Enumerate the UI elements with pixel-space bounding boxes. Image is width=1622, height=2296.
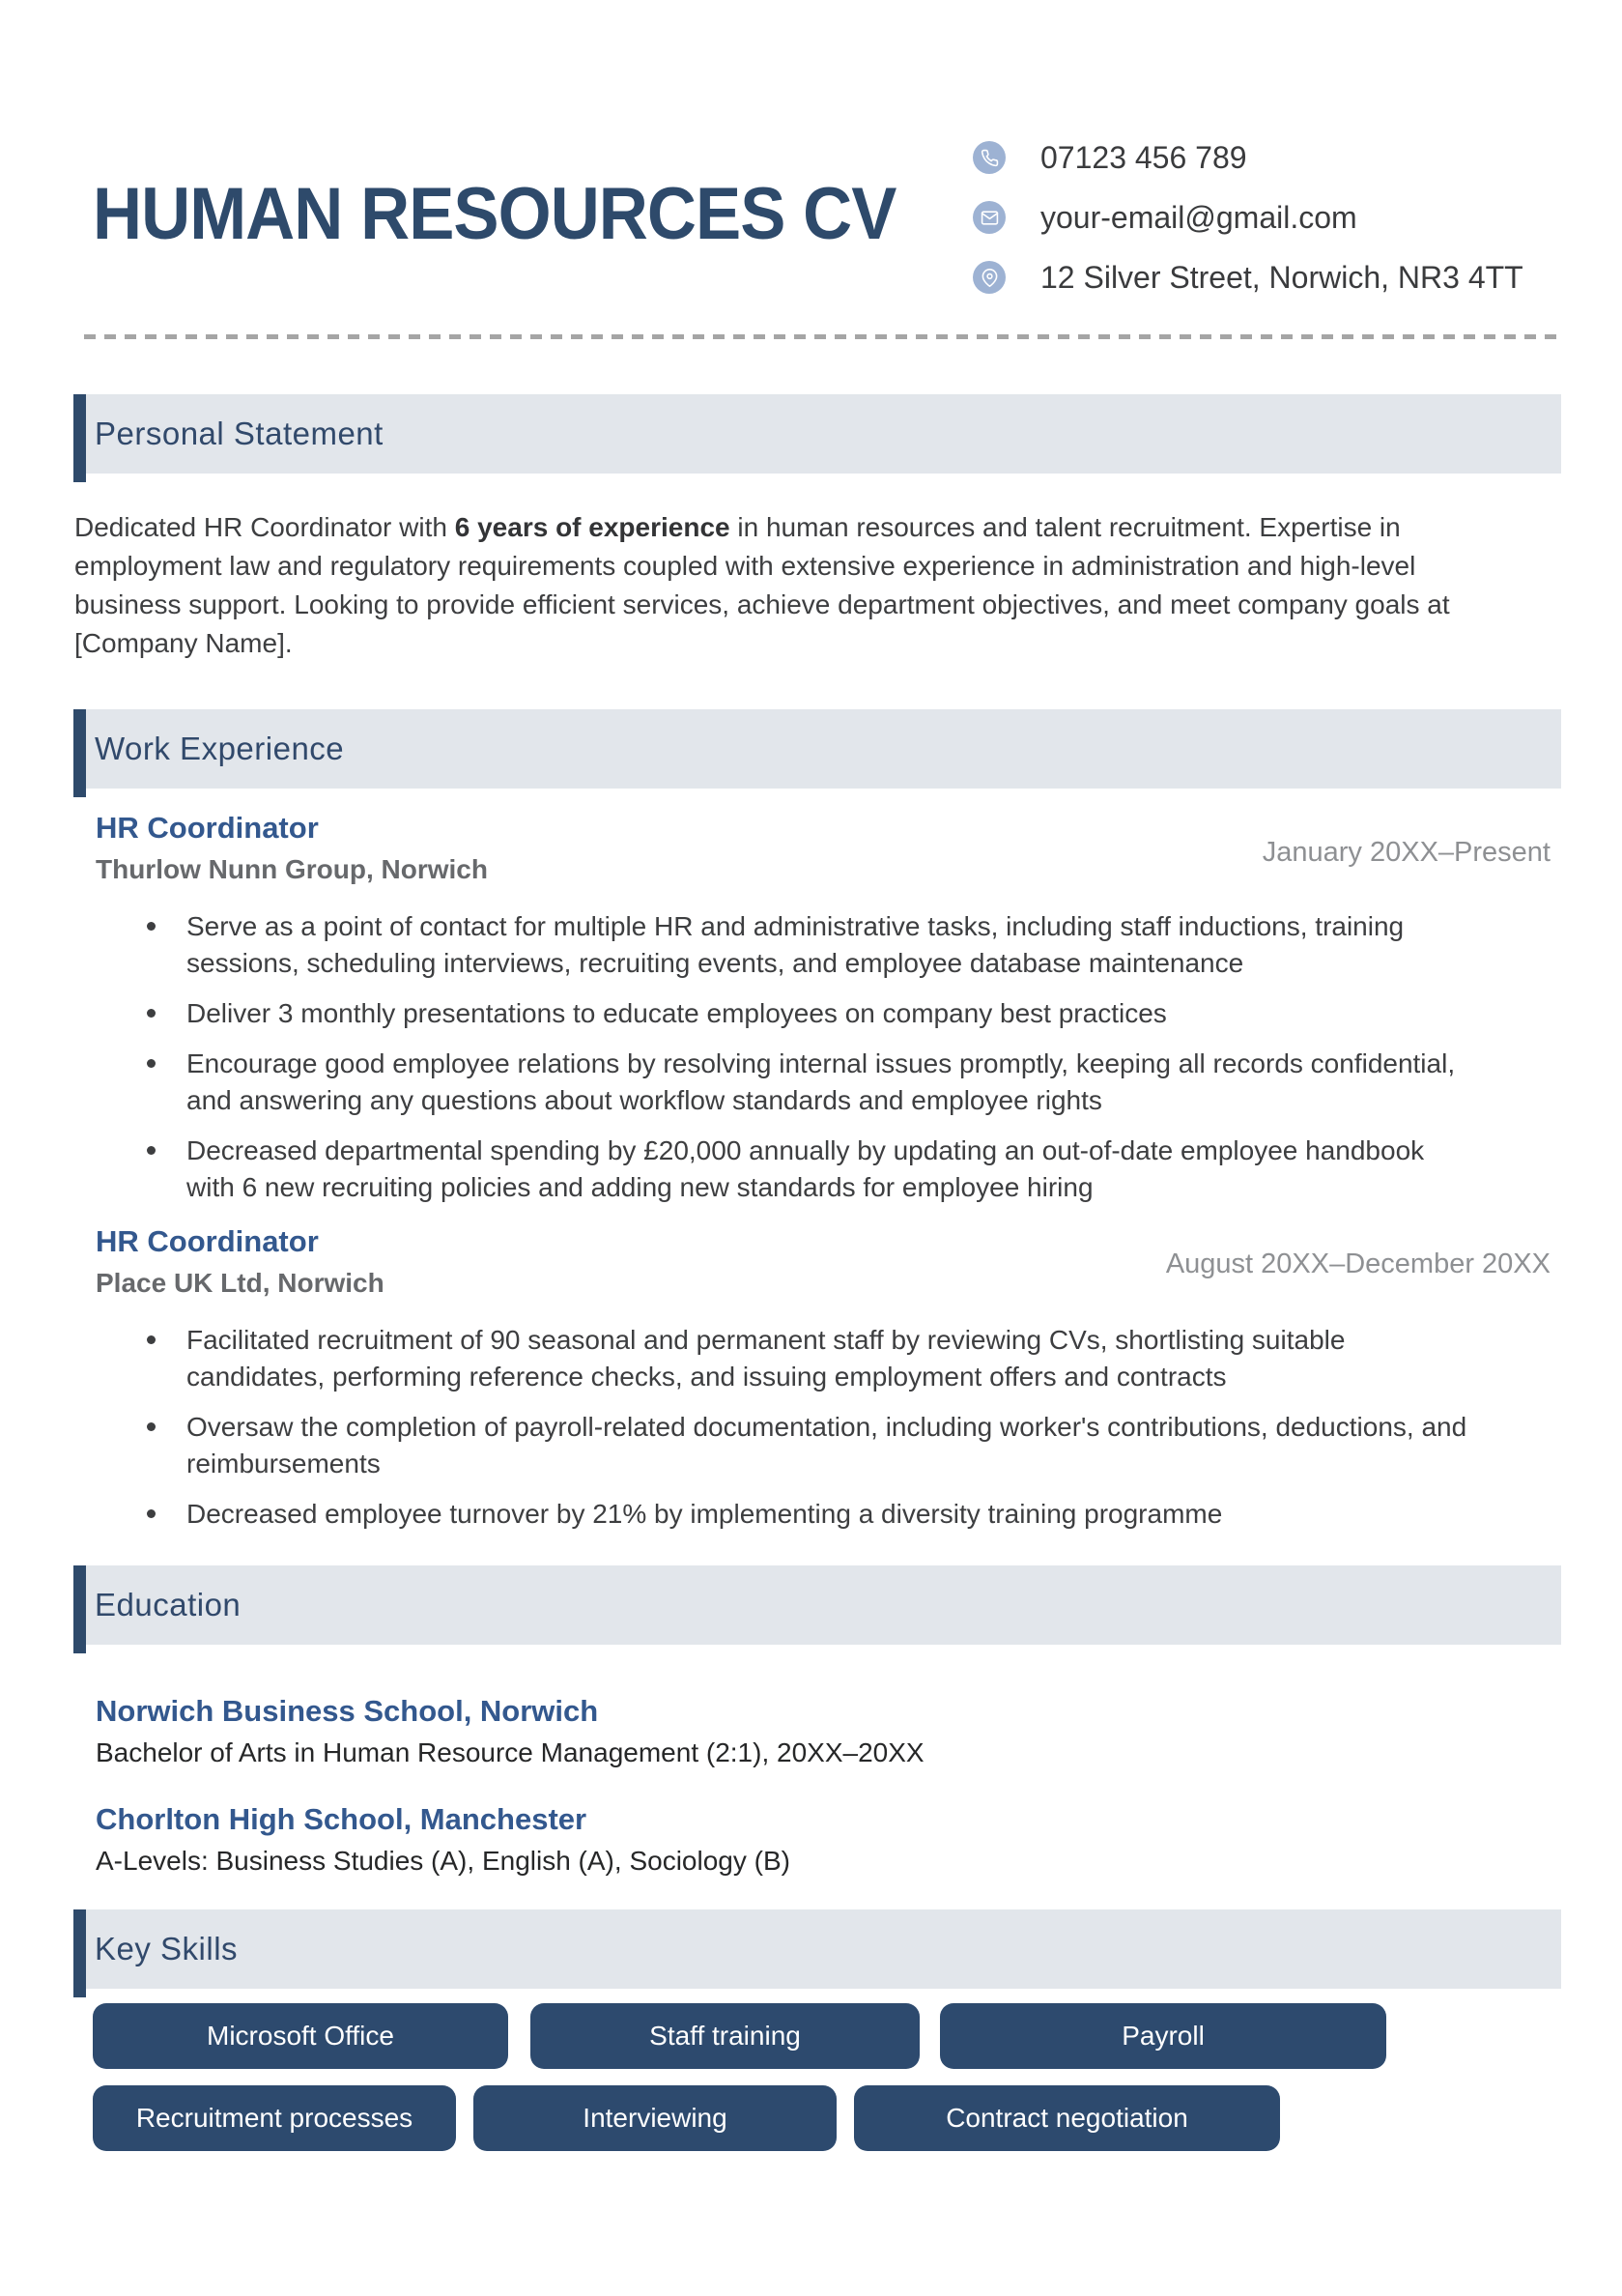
section-title: Personal Statement — [95, 416, 384, 451]
contact-list — [973, 141, 1523, 294]
phone-icon — [973, 141, 1006, 174]
skill-pill: Recruitment processes — [93, 2085, 456, 2151]
contact-address: 12 Silver Street, Norwich, NR3 4TT — [1040, 259, 1523, 295]
job-company: Thurlow Nunn Group, Norwich — [96, 854, 488, 884]
degree-text: Bachelor of Arts in Human Resource Management (2:1), 20XX–20XX — [96, 1737, 925, 1767]
skill-pill: Contract negotiation — [854, 2085, 1280, 2151]
job-title: HR Coordinator — [96, 1224, 319, 1258]
section-title: Work Experience — [95, 731, 345, 766]
job-dates: January 20XX–Present — [1262, 837, 1551, 868]
skill-pill: Microsoft Office — [93, 2003, 508, 2069]
statement-bold: 6 years of experience — [454, 512, 730, 542]
degree-text: A-Levels: Business Studies (A), English (A), Sociology (B) — [96, 1846, 790, 1876]
job-bullet: Deliver 3 monthly presentations to educate employees on company best practices — [145, 995, 1471, 1032]
contact-row-address — [973, 261, 1523, 294]
contact-phone: 07123 456 789 — [1040, 139, 1247, 175]
contact-email: your-email@gmail.com — [1040, 199, 1357, 235]
job-bullet-list — [145, 1322, 1496, 1533]
job-bullet: Encourage good employee relations by resolving internal issues promptly, keeping all records confidential, and answering any questions about workflow standards and employee rights — [145, 1046, 1471, 1119]
skill-pill: Staff training — [530, 2003, 920, 2069]
email-icon — [973, 201, 1006, 234]
skill-pill: Payroll — [940, 2003, 1386, 2069]
job-bullet: Decreased departmental spending by £20,000 annually by updating an out-of-date employee handbook with 6 new recruiting policies and adding new standards for employee hiring — [145, 1133, 1471, 1206]
job-entry-1 — [96, 812, 1496, 1220]
section-title: Key Skills — [95, 1931, 239, 1966]
job-bullet-list — [145, 908, 1496, 1206]
statement-pre: Dedicated HR Coordinator with — [74, 512, 455, 542]
section-header-education — [73, 1565, 1561, 1645]
section-title: Education — [95, 1587, 242, 1622]
school-name: Norwich Business School, Norwich — [96, 1694, 599, 1728]
job-bullet: Oversaw the completion of payroll-related documentation, including worker's contributions, deductions, and reimbursements — [145, 1409, 1471, 1482]
education-entry-1 — [96, 1695, 1496, 1769]
job-company: Place UK Ltd, Norwich — [96, 1268, 384, 1298]
section-header-work-experience — [73, 709, 1561, 789]
job-bullet: Serve as a point of contact for multiple HR and administrative tasks, including staff inductions, training sessions, scheduling interviews, recruiting events, and employee database maintenance — [145, 908, 1471, 982]
dashed-divider — [84, 334, 1557, 339]
location-icon — [973, 261, 1006, 294]
job-dates: August 20XX–December 20XX — [1165, 1248, 1551, 1279]
education-entry-2 — [96, 1803, 1496, 1878]
job-title: HR Coordinator — [96, 811, 319, 845]
job-bullet: Decreased employee turnover by 21% by implementing a diversity training programme — [145, 1496, 1471, 1533]
cv-title: HUMAN RESOURCES CV — [93, 173, 896, 255]
section-header-personal-statement — [73, 394, 1561, 474]
job-bullet: Facilitated recruitment of 90 seasonal and permanent staff by reviewing CVs, shortlisting suitable candidates, performing reference checks, and issuing employment offers and contracts — [145, 1322, 1471, 1395]
statement-post: in human resources and talent recruitment. Expertise in employment law and regulatory requirements coupled with extensive experience in administration and high-level business support. Looking to provide efficient services, achieve department objectives, and meet company goals at [Company Name]. — [74, 512, 1450, 658]
school-name: Chorlton High School, Manchester — [96, 1802, 587, 1836]
section-header-key-skills — [73, 1909, 1561, 1989]
skill-pill: Interviewing — [473, 2085, 837, 2151]
contact-row-phone — [973, 141, 1523, 174]
personal-statement-text — [74, 508, 1494, 663]
contact-row-email — [973, 201, 1523, 234]
